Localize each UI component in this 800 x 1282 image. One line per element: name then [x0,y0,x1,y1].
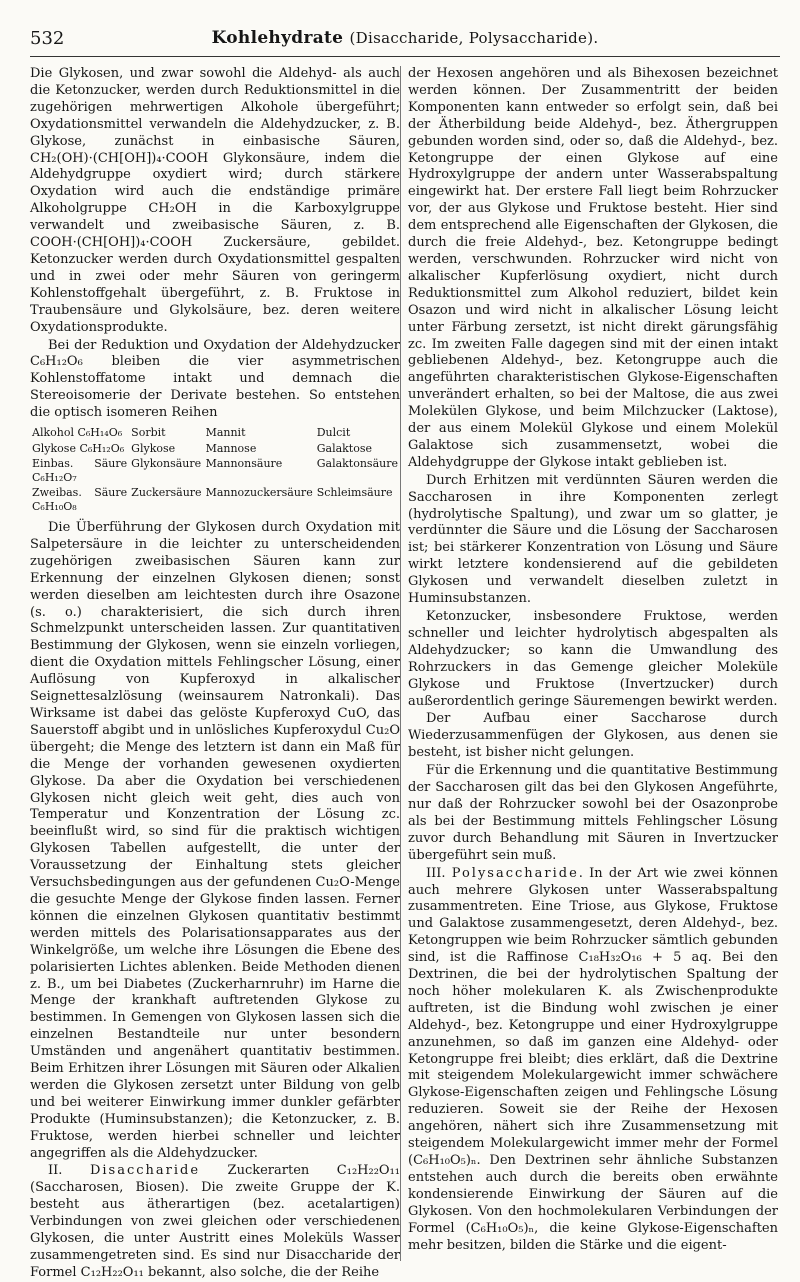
table-row [30,456,400,485]
table-cell: Sorbit [131,426,166,440]
running-title-main: Kohlehydrate [211,28,344,48]
paragraph: Durch Erhitzen mit verdünnten Säuren werden die Saccharosen in ihre Komponenten zerlegt (hydrolytische Spaltung), und zwar um so glatter, je verdünnter die Säure und die Lösung der Saccharosen ist; bei stärkerer Konzentration von Lösung und Säure wirkt letztere kondensierend auf die gebildeten Glykosen und verwandelt dieselben zuletzt in Huminsubstanzen. [408,472,778,607]
table-row [30,485,400,514]
section-text: Zuckerarten C₁₂H₂₂O₁₁ (Saccharosen, Biosen). Die zweite Gruppe der K. besteht aus ätherartigen (bez. acetalartigen) Verbindungen von zwei gleichen oder verschiedenen Glykosen, die unter Austritt eines Moleküls Wasser zusammengetreten sind. Es sind nur Disaccharide der Formel C₁₂H₂₂O₁₁ bekannt, also solche, die der Reihe [30,1163,400,1280]
paragraph: Der Aufbau einer Saccharose durch Wiederzusammenfügen der Glykosen, aus denen sie besteht, ist bisher nicht gelungen. [408,711,778,761]
table-cell: Einbas. Säure C₆H₁₂O₇ [32,457,128,484]
table-cell: Mannit [205,426,246,440]
table-cell: Glykose [131,441,176,455]
table-cell: Schleimsäure [316,486,393,500]
isomer-table [30,425,400,514]
running-header [30,28,780,54]
section-paragraph [408,866,778,1255]
paragraph: Ketonzucker, insbesondere Fruktose, werden schneller und leichter hydrolytisch abgespalten als Aldehydzucker; so kann die Umwandlung des Rohrzuckers in das Gemenge gleicher Moleküle Glykose und Fruktose (Invertzucker) durch außerordentlich geringe Säuremengen bewirkt werden. [408,609,778,709]
right-column [408,66,778,1254]
section-paragraph [30,1163,400,1281]
table-cell: Alkohol C₆H₁₄O₆ [32,426,123,440]
running-title-sub: (Disaccharide, Polysaccharide). [349,29,599,47]
paragraph: Die Überführung der Glykosen durch Oxydation mit Salpetersäure in die leichter zu unterscheidenden zugehörigen zweibasischen Säuren kann zur Erkennung der einzelnen Glykosen dienen; sonst werden dieselben am leichtesten durch ihre Osazone (s. o.) charakterisiert, die sich durch ihren Schmelzpunkt unterscheiden lassen. Zur quantitativen Bestimmung der Glykosen, wenn sie einzeln vorliegen, dient die Oxydation mittels Fehlingscher Lösung, einer Auflösung von Kupferoxyd in alkalischer Seignettesalzlösung (weinsaurem Natronkali). Das Wirksame ist dabei das gelöste Kupferoxyd CuO, das Sauerstoff abgibt und in unlösliches Kupferoxydul Cu₂O übergeht; die Menge des letztern ist dann ein Maß für die Menge der vorhanden gewesenen oxydierten Glykose. Da aber die Oxydation bei verschiedenen Glykosen nicht gleich weit geht, dies auch von Temperatur und Konzentration der Lösung zc. beeinflußt wird, so sind für die praktisch wichtigen Glykosen Tabellen aufgestellt, die unter der Voraussetzung der Einhaltung stets gleicher Versuchsbedingungen aus der gefundenen Cu₂O-Menge die gesuchte Menge der Glykose finden lassen. Ferner können die einzelnen Glykosen quantitativ bestimmt werden mittels des Polarisationsapparates aus der Winkelgröße, um welche ihre Lösungen die Ebene des polarisierten Lichtes ablenken. Beide Methoden dienen z. B., um bei Diabetes (Zuckerharnruhr) im Harne die Menge der krankhaft auftretenden Glykose zu bestimmen. In Gemengen von Glykosen lassen sich die einzelnen Bestandteile nur unter besondern Umständen und angenähert quantitativ bestimmen. Beim Erhitzen ihrer Lösungen mit Säuren oder Alkalien werden die Glykosen zersetzt unter Bildung von gelb und bei weiterer Einwirkung immer dunkler gefärbter Produkte (Huminsubstanzen); die Ketonzucker, z. B. Fruktose, werden hierbei schneller und leichter angegriffen als die Aldehydzucker. [30,520,400,1161]
section-heading: Disaccharide [89,1163,201,1179]
paragraph: Bei der Reduktion und Oxydation der Aldehydzucker C₆H₁₂O₆ bleiben die vier asymmetrischen Kohlenstoffatome intakt und demnach die Stereoisomerie der Derivate bestehen. So entstehen die optisch isomeren Reihen [30,337,400,421]
running-title [30,28,780,48]
section-numeral: III. [426,865,452,881]
table-cell: Mannozuckersäure [205,486,313,500]
paragraph: Für die Erkennung und die quantitative Bestimmung der Saccharosen gilt das bei den Glykosen Angeführte, nur daß der Rohrzucker sowohl bei der Osazonprobe als bei der Bestimmung mittels Fehlingscher Lösung zuvor durch Behandlung mit Säuren in Invertzucker übergeführt sein muß. [408,763,778,863]
left-column [30,66,400,1282]
table-cell: Mannonsäure [205,457,283,471]
column-divider [400,66,401,1261]
table-row [30,441,400,457]
table-cell: Dulcit [316,426,351,440]
table-cell: Glykose C₆H₁₂O₆ [32,441,125,455]
header-rule [30,56,780,57]
table-row [30,425,400,441]
section-numeral: II. [48,1163,90,1179]
section-text: . In der Art wie zwei können auch mehrere Glykosen unter Wasserabspaltung zusammentreten. Eine Triose, aus Glykose, Fruktose und Galaktose zusammengesetzt, deren Aldehyd-, bez. Ketongruppen wie beim Rohrzucker sämtlich gebunden sind, ist die Raffinose C₁₈H₃₂O₁₆ + 5 aq. Bei den Dextrinen, die bei der hydrolytischen Spaltung der noch höher molekularen K. als Zwischenprodukte auftreten, ist die Bindung wohl zwischen je einer Aldehyd-, bez. Ketongruppe und einer Hydroxylgruppe anzunehmen, so daß im ganzen eine Aldehyd- oder Ketongruppe frei bleibt; dies erklärt, daß die Dextrine mit steigendem Molekulargewicht immer schwächere Glykose-Eigenschaften zeigen und Fehlingsche Lösung reduzieren. Soweit sie der Reihe der Hexosen angehören, nähert sich ihre Zusammensetzung mit steigendem Molekulargewicht immer mehr der Formel (C₆H₁₀O₅)ₙ. Den Dextrinen sehr ähnliche Substanzen entstehen auch durch die bereits oben erwähnte kondensierende Einwirkung der Säuren auf die Glykosen. Von den hochmolekularen Verbindungen der Formel (C₆H₁₀O₅)ₙ, die keine Glykose-Eigenschaften mehr besitzen, bilden die Stärke und die eigent- [408,865,779,1253]
table-cell: Zuckersäure [131,486,202,500]
table-cell: Glykonsäure [131,457,202,471]
section-heading: Polysaccharide [451,865,579,881]
table-cell: Zweibas. Säure C₆H₁₀O₈ [32,486,128,513]
table-cell: Mannose [205,441,257,455]
paragraph: der Hexosen angehören und als Bihexosen bezeichnet werden können. Der Zusammentritt der beiden Komponenten kann entweder so erfolgt sein, daß bei der Ätherbildung beide Aldehyd-, bez. Äthergruppen gebunden worden sind, oder so, daß die Aldehyd-, bez. Ketongruppe der einen Glykose auf eine Hydroxylgruppe der andern unter Wasserabspaltung eingewirkt hat. Der erstere Fall liegt beim Rohrzucker vor, der aus Glykose und Fruktose besteht. Hier sind dem entsprechend alle Eigenschaften der Glykosen, die durch die freie Aldehyd-, bez. Ketongruppe bedingt werden, verschwunden. Rohrzucker wird nicht von alkalischer Kupferlösung oxydiert, nicht durch Reduktionsmittel zum Alkohol reduziert, bildet kein Osazon und wird nicht in alkalischer Lösung leicht unter Färbung zersetzt, ist nicht direkt gärungsfähig zc. Im zweiten Falle dagegen sind mit der einen intakt gebliebenen Aldehyd-, bez. Ketongruppe auch die angeführten charakteristischen Glykose-Eigenschaften unverändert erhalten, so bei der Maltose, die aus zwei Molekülen Glykose, und beim Milchzucker (Laktose), der aus einem Molekül Glykose und einem Molekül Galaktose sich zusammensetzt, wobei die Aldehydgruppe der Glykose intakt geblieben ist. [408,66,778,470]
table-cell: Galaktose [316,441,373,455]
paragraph: Die Glykosen, und zwar sowohl die Aldehyd- als auch die Ketonzucker, werden durch Reduktionsmittel in die zugehörigen mehrwertigen Alkohole übergeführt; Oxydationsmittel verwandeln die Aldehydzucker, z. B. Glykose, zunächst in einbasische Säuren, CH₂(OH)·(CH[OH])₄·COOH Glykonsäure, indem die Aldehydgruppe oxydiert wird; durch stärkere Oxydation wird auch die endständige primäre Alkoholgruppe CH₂OH in die Karboxylgruppe verwandelt und zweibasische Säuren, z. B. COOH·(CH[OH])₄·COOH Zuckersäure, gebildet. Ketonzucker werden durch Oxydationsmittel gespalten und in zwei oder mehr Säuren von geringerm Kohlenstoffgehalt übergeführt, z. B. Fruktose in Traubensäure und Glykolsäure, bez. deren weitere Oxydationsprodukte. [30,66,400,335]
page-number: 532 [30,28,65,49]
table-cell: Galaktonsäure [316,457,398,471]
